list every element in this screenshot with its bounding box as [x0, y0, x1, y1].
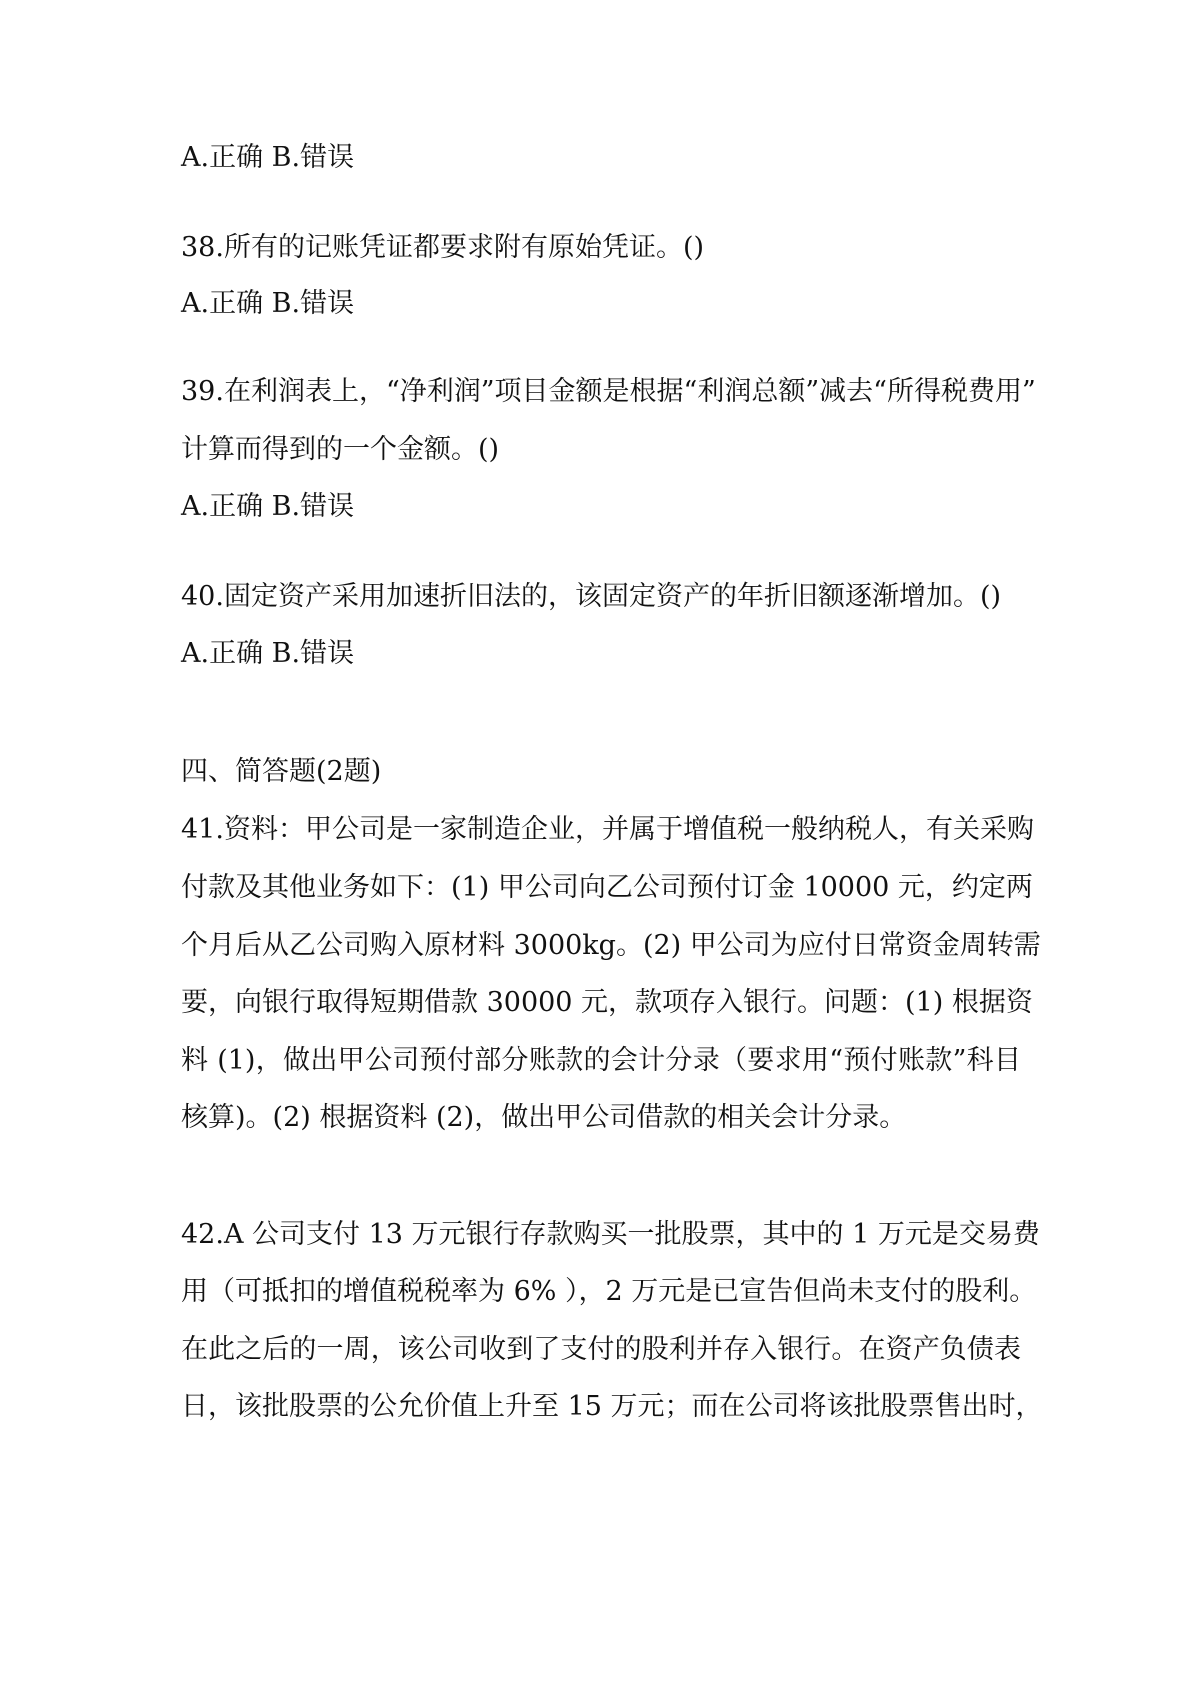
q39-question-line-1: 39.在利润表上，“净利润”项目金额是根据“利润总额”减去“所得税费用” — [181, 376, 1036, 407]
q41-line-2: 付款及其他业务如下：(1) 甲公司向乙公司预付订金 10000 元，约定两 — [181, 872, 1033, 903]
q39-options: A.正确 B.错误 — [181, 491, 355, 522]
q37-options: A.正确 B.错误 — [181, 142, 355, 173]
q40-options: A.正确 B.错误 — [181, 638, 355, 669]
q42-line-2: 用（可抵扣的增值税税率为 6% ），2 万元是已宣告但尚未支付的股利。 — [181, 1276, 1037, 1307]
section-heading: 四、简答题(2题) — [181, 756, 382, 787]
q41-line-1: 41.资料：甲公司是一家制造企业，并属于增值税一般纳税人，有关采购 — [181, 814, 1034, 845]
q42-line-4: 日，该批股票的公允价值上升至 15 万元；而在公司将该批股票售出时， — [181, 1391, 1043, 1422]
q39-question-line-2: 计算而得到的一个金额。() — [181, 434, 500, 465]
q41-line-5: 料 (1)，做出甲公司预付部分账款的会计分录（要求用“预付账款”科目 — [181, 1045, 1021, 1076]
q42-line-3: 在此之后的一周，该公司收到了支付的股利并存入银行。在资产负债表 — [181, 1334, 1021, 1365]
q41-line-4: 要，向银行取得短期借款 30000 元，款项存入银行。问题：(1) 根据资 — [181, 987, 1033, 1018]
q41-line-3: 个月后从乙公司购入原材料 3000kg。(2) 甲公司为应付日常资金周转需 — [181, 930, 1041, 961]
q40-question: 40.固定资产采用加速折旧法的，该固定资产的年折旧额逐渐增加。() — [181, 581, 1002, 612]
q38-options: A.正确 B.错误 — [181, 288, 355, 319]
q41-line-6: 核算)。(2) 根据资料 (2)，做出甲公司借款的相关会计分录。 — [181, 1102, 907, 1133]
q42-line-1: 42.A 公司支付 13 万元银行存款购买一批股票，其中的 1 万元是交易费 — [181, 1219, 1040, 1250]
q38-question: 38.所有的记账凭证都要求附有原始凭证。() — [181, 232, 705, 263]
